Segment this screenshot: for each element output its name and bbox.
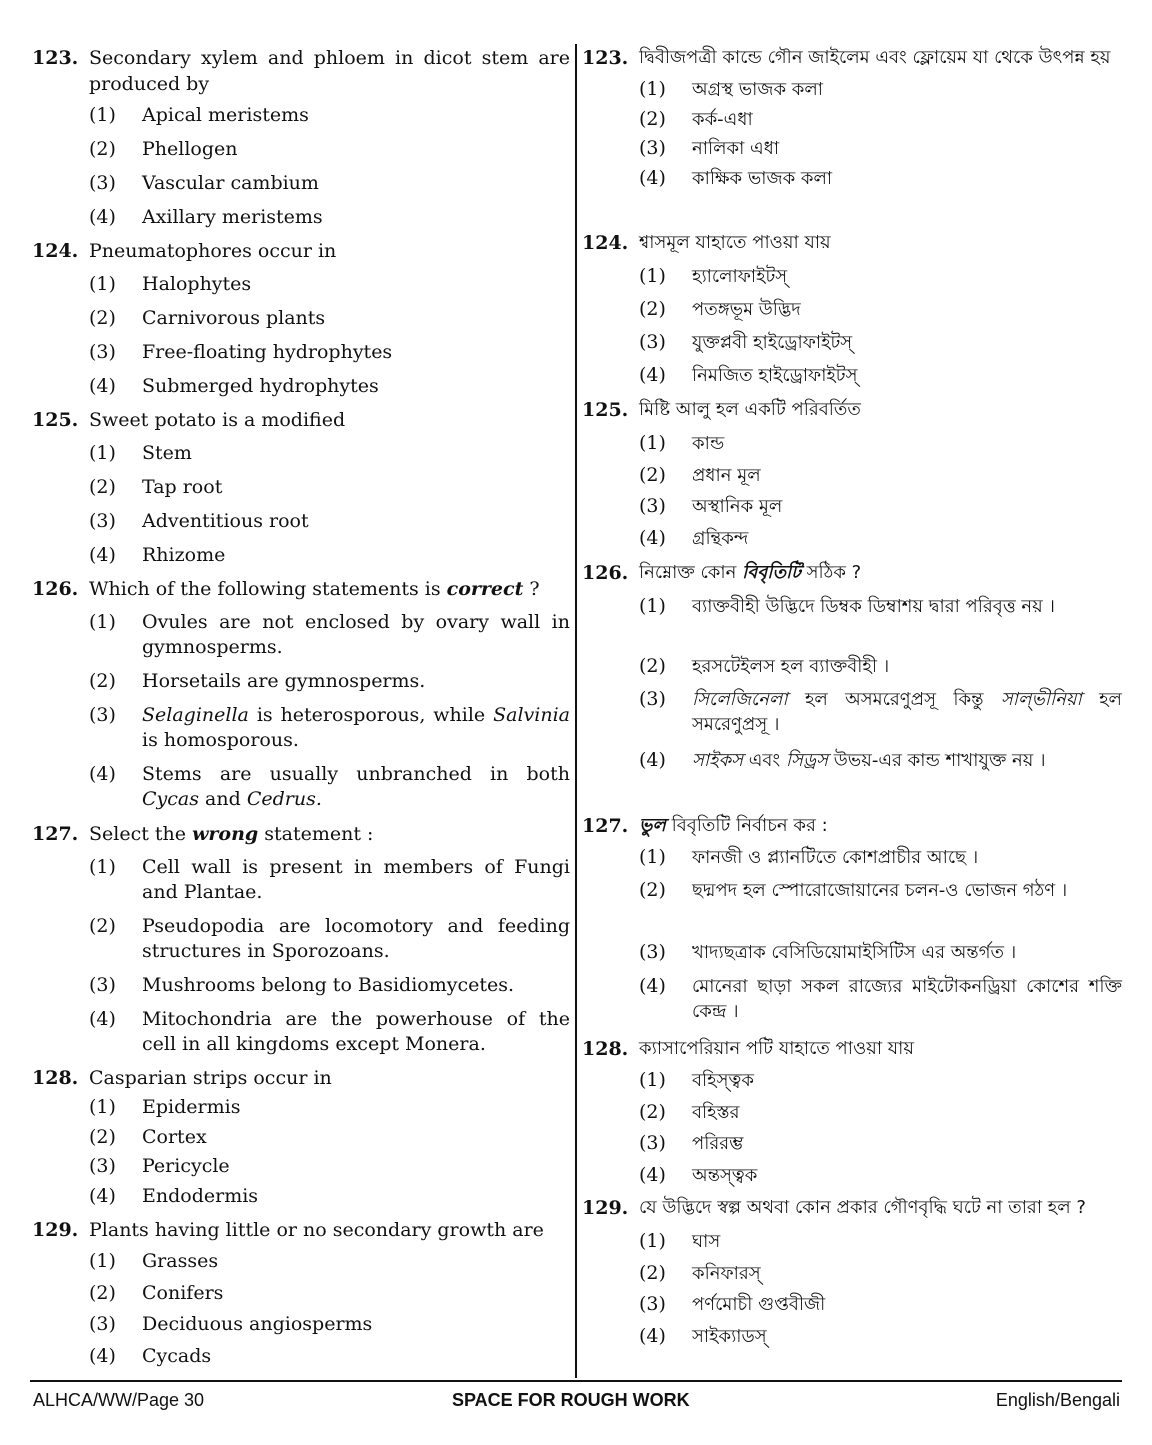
option: (4) Endodermis bbox=[89, 1184, 259, 1207]
question-126 bbox=[32, 576, 570, 821]
option: (3) নালিকা এধা bbox=[639, 137, 780, 159]
option: (1) Epidermis bbox=[89, 1096, 241, 1118]
question-text: Sweet potato is a modified bbox=[89, 409, 346, 431]
question-127 bbox=[32, 821, 570, 1066]
option: (2) কর্ক-এধা bbox=[639, 107, 753, 130]
option: (3) Free-floating hydrophytes bbox=[89, 341, 393, 363]
option: (4) কাক্ষিক ভাজক কলা bbox=[639, 166, 833, 189]
question-number: 126. bbox=[582, 562, 629, 584]
option: (2) Cortex bbox=[89, 1125, 207, 1148]
option: (1) Stem bbox=[89, 442, 192, 464]
option: (2) Horsetails are gymnosperms. bbox=[89, 670, 426, 692]
question-123 bbox=[582, 45, 1122, 195]
option: (4) গ্রন্থিকন্দ bbox=[639, 526, 749, 549]
question-text: মিষ্টি আলু হল একটি পরিবর্তিত bbox=[639, 399, 861, 420]
question-number: 123. bbox=[582, 47, 629, 69]
option: (3) Mushrooms belong to Basidiomycetes. bbox=[89, 974, 515, 996]
option: (3) পর্ণমোচী গুপ্তবীজী bbox=[639, 1293, 826, 1315]
option: (1) বহিস্ত্বক bbox=[639, 1069, 754, 1091]
question-number: 129. bbox=[582, 1197, 629, 1219]
option: (1) কান্ড bbox=[639, 432, 725, 454]
question-text: Secondary xylem and phloem in dicot stem are produced by bbox=[89, 47, 570, 95]
option: (2) বহিস্তর bbox=[639, 1100, 740, 1123]
option: (3) অস্থানিক মূল bbox=[639, 495, 783, 517]
option: (1) Ovules are not enclosed by ovary wall in gymnosperms. bbox=[89, 611, 570, 658]
question-text: শ্বাসমূল যাহাতে পাওয়া যায় bbox=[639, 232, 831, 253]
question-number: 126. bbox=[32, 578, 79, 600]
question-text: দ্বিবীজপত্রী কান্ডে গৌন জাইলেম এবং ফ্লোয়েম যা থেকে উৎপন্ন হয় bbox=[639, 47, 1111, 68]
question-text: Select the wrong statement : bbox=[89, 823, 374, 845]
language-label: English/Bengali bbox=[995, 1390, 1120, 1410]
option: (1) অগ্রস্থ ভাজক কলা bbox=[639, 78, 823, 100]
option: (2) Tap root bbox=[89, 476, 223, 498]
question-number: 125. bbox=[32, 409, 79, 431]
option: (2) পতঙ্গভূম উদ্ভিদ bbox=[639, 298, 801, 320]
question-125 bbox=[32, 407, 570, 577]
question-text: Which of the following statements is correct ? bbox=[89, 578, 540, 600]
option: (2) Conifers bbox=[89, 1281, 224, 1304]
option: (2) Carnivorous plants bbox=[89, 307, 326, 329]
option: (3) Selaginella is heterosporous, while Salvinia is homosporous. bbox=[89, 704, 570, 751]
question-number: 123. bbox=[32, 47, 79, 69]
option: (1) Halophytes bbox=[89, 273, 252, 295]
question-text: ভুল বিবৃতিটি নির্বাচন কর : bbox=[639, 815, 828, 836]
question-number: 127. bbox=[32, 823, 79, 845]
question-128 bbox=[32, 1065, 570, 1213]
option: (1) ঘাস bbox=[639, 1230, 721, 1252]
question-number: 124. bbox=[32, 240, 79, 262]
footer-rule bbox=[30, 1380, 1122, 1382]
option: (2) প্রধান মূল bbox=[639, 463, 761, 486]
option: (4) Axillary meristems bbox=[89, 206, 323, 228]
question-129 bbox=[32, 1217, 570, 1375]
option: (4) Cycads bbox=[89, 1344, 212, 1367]
question-124 bbox=[32, 238, 570, 408]
question-text: Casparian strips occur in bbox=[89, 1067, 332, 1089]
option: (3) পরিরম্ভ bbox=[639, 1132, 744, 1154]
option: (3) Vascular cambium bbox=[89, 172, 319, 194]
question-124 bbox=[582, 230, 1122, 396]
question-text: ক্যাসাপেরিয়ান পটি যাহাতে পাওয়া যায় bbox=[639, 1038, 914, 1059]
option: (4) সাইকস এবং সিড্রস উভয়-এর কান্ড শাখাযুক্ত নয় । bbox=[639, 749, 1046, 771]
option: (4) মোনেরা ছাড়া সকল রাজ্যের মাইটোকনড্রিয়া কোশের শক্তি কেন্দ্র । bbox=[639, 975, 1122, 1022]
option: (3) খাদ্যছত্রাক বেসিডিয়োমাইসিটিস এর অন্তর্গত । bbox=[639, 941, 1017, 963]
question-126 bbox=[582, 560, 1122, 808]
question-number: 128. bbox=[32, 1067, 79, 1089]
option: (4) নিমজিত হাইড্রোফাইটস্ bbox=[639, 364, 858, 386]
question-129 bbox=[582, 1195, 1122, 1355]
question-text: Pneumatophores occur in bbox=[89, 240, 337, 262]
option: (4) Rhizome bbox=[89, 544, 226, 566]
question-number: 128. bbox=[582, 1038, 629, 1060]
option: (2) Pseudopodia are locomotory and feeding structures in Sporozoans. bbox=[89, 915, 570, 962]
option: (3) সিলেজিনেলা হল অসমরেণুপ্রসূ কিন্তু সাল্ভীনিয়া হল সমরেণুপ্রসূ । bbox=[639, 688, 1122, 735]
option: (2) Phellogen bbox=[89, 138, 238, 160]
question-127 bbox=[582, 813, 1122, 1034]
option: (3) Adventitious root bbox=[89, 510, 309, 532]
option: (1) Cell wall is present in members of Fungi and Plantae. bbox=[89, 856, 570, 903]
question-128 bbox=[582, 1036, 1122, 1194]
option: (3) যুক্তপ্লবী হাইড্রোফাইটস্ bbox=[639, 331, 853, 353]
option: (1) ব্যাক্তবীহী উদ্ভিদে ডিম্বক ডিম্বাশয় দ্বারা পরিবৃত্ত নয় । bbox=[639, 595, 1055, 617]
question-number: 124. bbox=[582, 232, 629, 254]
option: (4) Stems are usually unbranched in both Cycas and Cedrus. bbox=[89, 763, 570, 810]
option: (1) ফানজী ও প্ল্যানটিতে কোশপ্রাচীর আছে । bbox=[639, 846, 979, 868]
question-number: 127. bbox=[582, 815, 629, 837]
option: (3) Pericycle bbox=[89, 1155, 230, 1177]
option: (4) Mitochondria are the powerhouse of the cell in all kingdoms except Monera. bbox=[89, 1008, 570, 1055]
option: (1) হ্যালোফাইটস্ bbox=[639, 265, 788, 287]
option: (4) অন্তস্ত্বক bbox=[639, 1163, 758, 1186]
option: (1) Grasses bbox=[89, 1250, 219, 1272]
question-number: 129. bbox=[32, 1219, 79, 1241]
question-123 bbox=[32, 45, 570, 239]
option: (2) কনিফারস্ bbox=[639, 1261, 761, 1284]
question-125 bbox=[582, 397, 1122, 557]
option: (3) Deciduous angiosperms bbox=[89, 1313, 373, 1335]
option: (2) হরসটেইলস হল ব্যাক্তবীহী । bbox=[639, 655, 890, 677]
option: (4) Submerged hydrophytes bbox=[89, 375, 379, 397]
question-number: 125. bbox=[582, 399, 629, 421]
question-text: Plants having little or no secondary growth are bbox=[89, 1219, 544, 1241]
rough-work-label: SPACE FOR ROUGH WORK bbox=[452, 1390, 690, 1410]
option: (4) সাইক্যাডস্ bbox=[639, 1324, 767, 1347]
option: (1) Apical meristems bbox=[89, 104, 309, 126]
option: (2) ছদ্মপদ হল স্পোরোজোয়ানের চলন-ও ভোজন গঠণ । bbox=[639, 879, 1068, 901]
column-divider bbox=[575, 44, 577, 1378]
question-text: নিম্নোক্ত কোন বিবৃতিটি সঠিক ? bbox=[639, 562, 862, 583]
page-id: ALHCA/WW/Page 30 bbox=[33, 1390, 205, 1410]
question-text: যে উদ্ভিদে স্বল্প অথবা কোন প্রকার গৌণবৃদ্ধি ঘটে না তারা হল ? bbox=[639, 1197, 1086, 1218]
